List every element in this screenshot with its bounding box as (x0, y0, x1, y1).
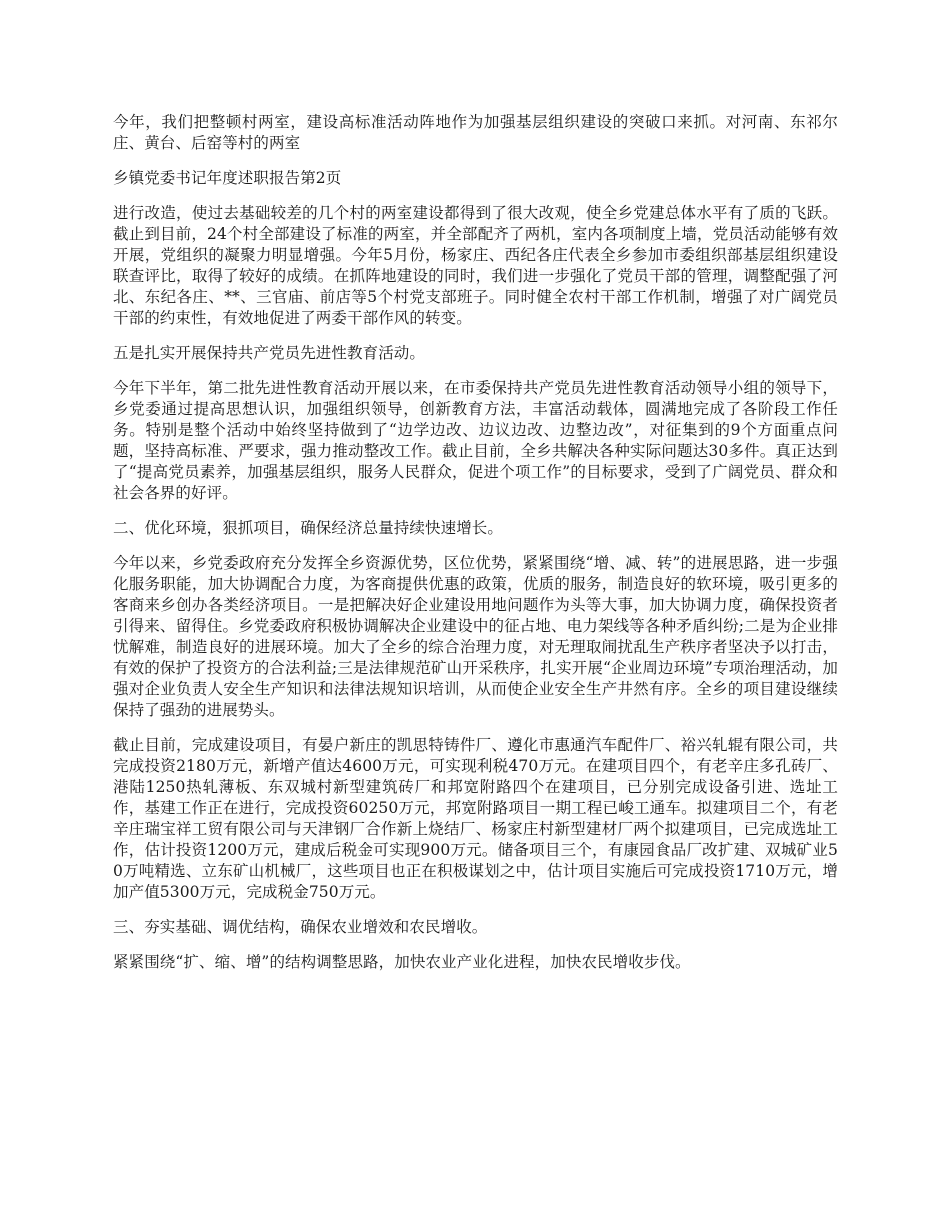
section-heading-five: 五是扎实开展保持共产党员先进性教育活动。 (113, 344, 426, 362)
document-body (113, 112, 838, 987)
page-heading: 乡镇党委书记年度述职报告第2页 (113, 169, 342, 187)
paragraph-5: 今年下半年，第二批先进性教育活动开展以来，在市委保持共产党员先进性教育活动领导小组的领导下，乡党委通过提高思想认识，加强组织领导，创新教育方法，丰富活动载体，圆满地完成了各阶段工作任务。特别是整个活动中始终坚持做到了“边学边改、边议边改、边整边改”，对征集到的9个方面重点问题，坚持高标准、严要求，强力推动整改工作。截止目前，全乡共解决各种实际问题达30多件。真正达到了“提高党员素养，加强基层组织，服务人民群众，促进个项工作”的目标要求，受到了广阔党员、群众和社会各界的好评。 (113, 379, 838, 502)
section-heading-three: 三、夯实基础、调优结构，确保农业增效和农民增收。 (113, 918, 488, 936)
section-heading-two: 二、优化环境，狠抓项目，确保经济总量持续快速增长。 (113, 519, 504, 537)
paragraph-1: 今年，我们把整顿村两室，建设高标准活动阵地作为加强基层组织建设的突破口来抓。对河南、东祁尔庄、黄台、后窑等村的两室 (113, 113, 838, 152)
paragraph-7: 今年以来，乡党委政府充分发挥全乡资源优势，区位优势，紧紧围绕“增、减、转”的进展思路，进一步强化服务职能，加大协调配合力度，为客商提供优惠的政策，优质的服务，制造良好的软环境，吸引更多的客商来乡创办各类经济项目。一是把解决好企业建设用地问题作为头等大事，加大协调力度，确保投资者引得来、留得住。乡党委政府积极协调解决企业建设中的征占地、电力架线等各种矛盾纠纷;二是为企业排忧解难，制造良好的进展环境。加大了全乡的综合治理力度，对无理取闹扰乱生产秩序者坚决予以打击，有效的保护了投资方的合法利益;三是法律规范矿山开采秩序，扎实开展“企业周边环境”专项治理活动，加强对企业负责人安全生产知识和法律法规知识培训，从而使企业安全生产井然有序。全乡的项目建设继续保持了强劲的进展势头。 (113, 554, 838, 719)
paragraph-3: 进行改造，使过去基础较差的几个村的两室建设都得到了很大改观，使全乡党建总体水平有了质的飞跃。截止到目前，24个村全部建设了标准的两室，并全部配齐了两机，室内各项制度上墙，党员活动能够有效开展，党组织的凝聚力明显增强。今年5月份，杨家庄、西纪各庄代表全乡参加市委组织部基层组织建设联查评比，取得了较好的成绩。在抓阵地建设的同时，我们进一步强化了党员干部的管理，调整配强了河北、东纪各庄、**、三官庙、前店等5个村党支部班子。同时健全农村干部工作机制，增强了对广阔党员干部的约束性，有效地促进了两委干部作风的转变。 (113, 204, 838, 327)
paragraph-10: 紧紧围绕“扩、缩、增”的结构调整思路，加快农业产业化进程，加快农民增收步伐。 (113, 953, 691, 971)
paragraph-8: 截止目前，完成建设项目，有晏户新庄的凯思特铸件厂、遵化市惠通汽车配件厂、裕兴轧辊有限公司，共完成投资2180万元，新增产值达4600万元，可实现利税470万元。在建项目四个，有老辛庄多孔砖厂、港陆1250热轧薄板、东双城村新型建筑砖厂和邦宽附路四个在建项目，已分别完成设备引进、选址工作，基建工作正在进行，完成投资60250万元，邦宽附路项目一期工程已峻工通车。拟建项目二个，有老辛庄瑞宝祥工贸有限公司与天津钢厂合作新上烧结厂、杨家庄村新型建材厂两个拟建项目，已完成选址工作，估计投资1200万元，建成后税金可实现900万元。储备项目三个，有康园食品厂改扩建、双城矿业50万吨精选、立东矿山机械厂，这些项目也正在积极谋划之中，估计项目实施后可完成投资1710万元，增加产值5300万元，完成税金750万元。 (113, 736, 838, 901)
